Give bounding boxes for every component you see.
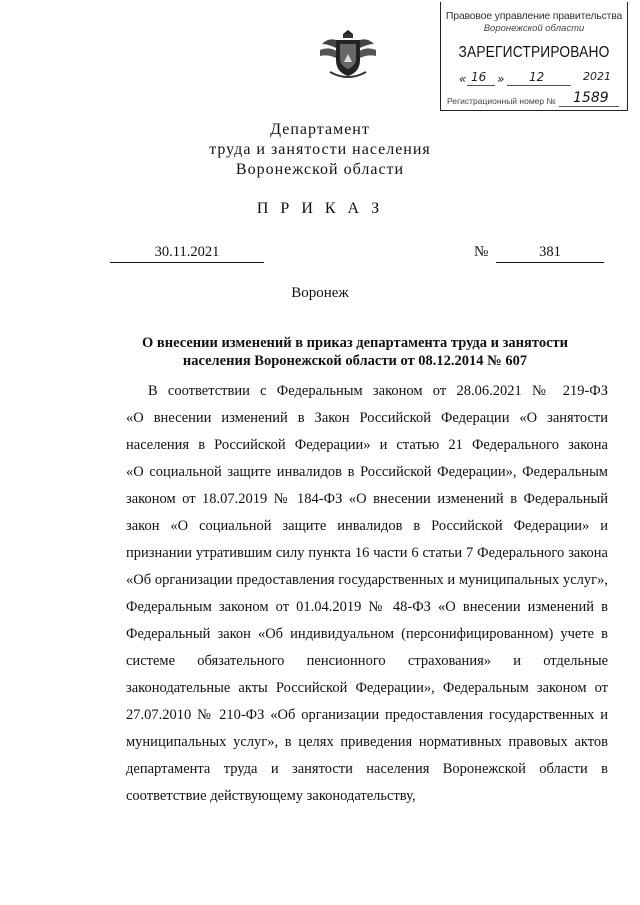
registration-stamp: [440, 2, 628, 111]
body-line: системе обязательного пенсионного страхования» и отдельные: [126, 653, 608, 669]
stamp-reg-number-label: Регистрационный номер №: [447, 96, 556, 106]
doc-type-title: П Р И К А З: [256, 200, 384, 217]
order-city: Воронеж: [291, 285, 349, 301]
body-line: «Об организации предоставления государственных и муниципальных услуг»,: [126, 572, 608, 588]
body-line: 27.07.2010 № 210-ФЗ «Об организации предоставления государственных и: [126, 707, 608, 723]
stamp-month: 12: [529, 70, 545, 84]
body-line: Федеральный закон «Об индивидуальном (персонифицированном) учете в: [126, 626, 608, 642]
dept-line3: Воронежской области: [235, 161, 405, 178]
body-line: закон «О социальной защите инвалидов в Российской Федерации» и: [126, 518, 608, 534]
order-number: 381: [496, 244, 604, 263]
body-line: «О внесении изменений в Закон Российской Федерации «О занятости: [126, 410, 608, 426]
heading-line1: О внесении изменений в приказ департамента труда и занятости: [142, 335, 568, 351]
body-line: муниципальных услуг», в целях приведения нормативных правовых актов: [126, 734, 608, 750]
order-heading: [120, 334, 590, 370]
body-line: законодательные акты Российской Федерации», Федеральным законом от: [126, 680, 608, 696]
body-line: соответствие действующему законодательству,: [126, 788, 416, 804]
stamp-reg-number: 1589: [573, 90, 609, 106]
body-line: В соответствии с Федеральным законом от 28.06.2021 № 219-ФЗ: [148, 383, 608, 399]
stamp-date: « 16 » 12 2021: [459, 70, 611, 86]
stamp-registered-text: ЗАРЕГИСТРИРОВАНО: [458, 44, 610, 61]
dept-line2: труда и занятости населения: [209, 141, 431, 158]
body-line: населения в Российской Федерации» и статью 21 Федерального закона: [126, 437, 608, 453]
body-line: законом от 18.07.2019 № 184-ФЗ «О внесении изменений в Федеральный: [126, 491, 608, 507]
body-line: признании утратившим силу пункта 16 части 6 статьи 7 Федерального закона: [126, 545, 608, 561]
order-date: 30.11.2021: [110, 244, 264, 263]
stamp-year: 2021: [583, 70, 611, 83]
stamp-day: 16: [471, 70, 487, 84]
order-number-sign: №: [474, 244, 489, 260]
stamp-org-line2: Воронежской области: [483, 23, 585, 34]
heading-line2: населения Воронежской области от 08.12.2014 № 607: [182, 353, 528, 369]
stamp-org-line1: Правовое управление правительства: [445, 10, 623, 22]
body-line: «О социальной защите инвалидов в Российской Федерации», Федеральным: [126, 464, 608, 480]
body-line: Федеральным законом от 01.04.2019 № 48-ФЗ «О внесении изменений в: [126, 599, 608, 615]
body-line: департамента труда и занятости населения Воронежской области в: [126, 761, 608, 777]
dept-line1: Департамент: [270, 121, 370, 138]
coat-of-arms-icon: [316, 22, 380, 82]
